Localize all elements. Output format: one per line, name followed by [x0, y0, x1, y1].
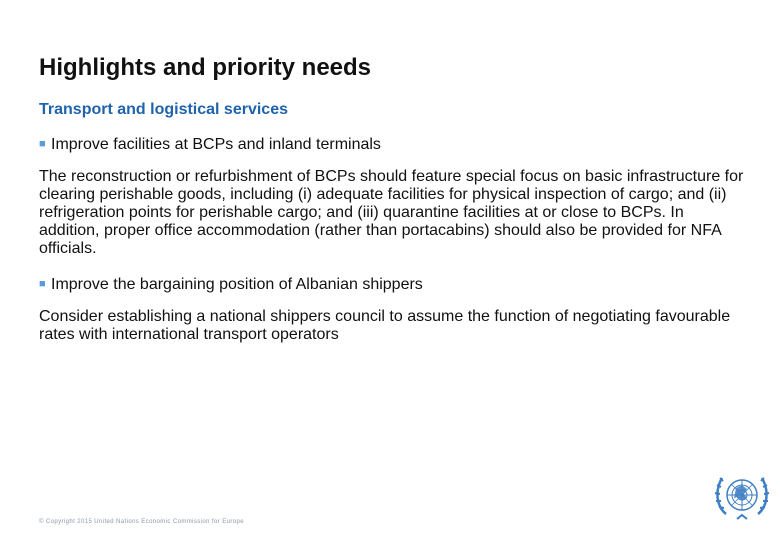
copyright-footer: © Copyright 2015 United Nations Economic Commission for Europe [39, 519, 244, 525]
bullet-item-bargaining [39, 276, 423, 294]
section-subtitle: Transport and logistical services [39, 101, 288, 118]
paragraph-bcp-reconstruction: The reconstruction or refurbishment of BCPs should feature special focus on basic infrastructure for clearing perishable goods, including (i) adequate facilities for physical inspection of cargo; and (ii) refrigeration points for perishable cargo; and (iii) quarantine facilities at or close to BCPs. In addition, proper office accommodation (rather than portacabins) should also be provided for NFA officials. [39, 168, 744, 257]
bullet-item-facilities [39, 136, 381, 154]
page-title: Highlights and priority needs [39, 54, 372, 81]
square-bullet-icon: ■ [39, 138, 46, 150]
bullet-text: Improve the bargaining position of Albanian shippers [51, 276, 423, 293]
bullet-text: Improve facilities at BCPs and inland terminals [51, 136, 381, 153]
square-bullet-icon: ■ [39, 278, 46, 290]
un-emblem-icon [712, 466, 772, 526]
paragraph-shippers-council: Consider establishing a national shippers council to assume the function of negotiating favourable rates with international transport operators [39, 308, 731, 343]
